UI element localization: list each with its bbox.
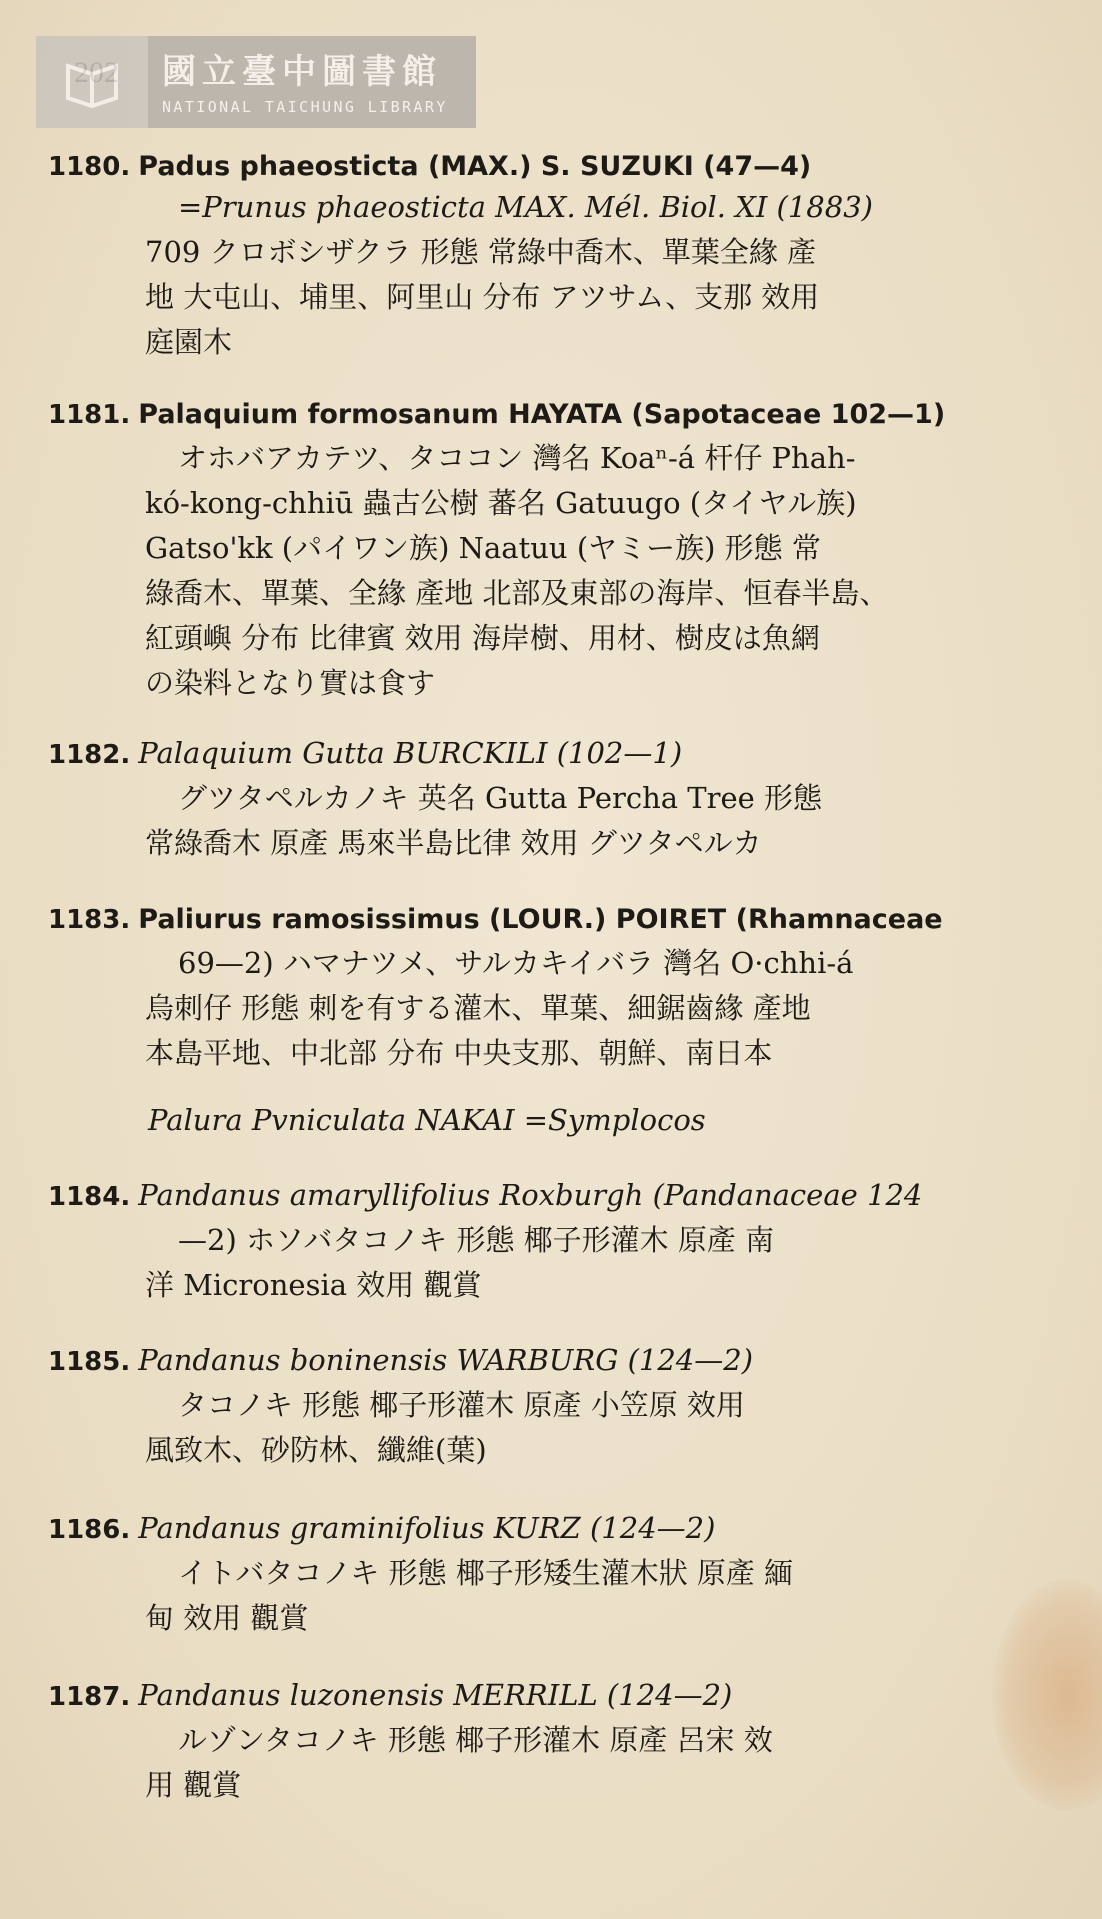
entry-line: 常綠喬木 原產 馬來半島比律 效用 グツタペルカ — [145, 826, 762, 860]
entry-line: =Prunus phaeosticta MAX. Mél. Biol. XI (1883) — [178, 190, 873, 224]
entry-line: 地 大屯山、埔里、阿里山 分布 アツサム、支那 效用 — [145, 280, 820, 314]
entry-line: の染料となり實は食す — [145, 666, 436, 700]
entry-line: 庭園木 — [145, 325, 233, 359]
entry-title: Palura Pvniculata NAKAI =Symplocos — [148, 1103, 706, 1137]
entry-line: —2) ホソバタコノキ 形態 椰子形灌木 原產 南 — [178, 1223, 775, 1257]
entry-line: kó-kong-chhiū 蟲古公樹 蕃名 Gatuugo (タイヤル族) — [145, 486, 857, 520]
entry-title: Pandanus amaryllifolius Roxburgh (Pandanaceae 124 — [138, 1178, 923, 1212]
entry-number: 1185. — [48, 1347, 131, 1377]
entry-title: Pandanus graminifolius KURZ (124—2) — [138, 1511, 716, 1545]
entry-line: 洋 Micronesia 效用 觀賞 — [145, 1268, 482, 1302]
entry-number: 1180. — [48, 152, 131, 182]
entry-number: 1187. — [48, 1682, 131, 1712]
entry-line: グツタペルカノキ 英名 Gutta Percha Tree 形態 — [178, 781, 823, 815]
entry-number: 1182. — [48, 740, 131, 770]
entry-line: 烏刺仔 形態 刺を有する灌木、單葉、細鋸齒緣 產地 — [145, 991, 811, 1025]
entry-line: イトバタコノキ 形態 椰子形矮生灌木狀 原產 緬 — [178, 1556, 794, 1590]
entry-line: 709 クロボシザクラ 形態 常綠中喬木、單葉全緣 產 — [145, 235, 817, 269]
entry-number: 1184. — [48, 1182, 131, 1212]
entry-line: 69—2) ハマナツメ、サルカキイバラ 灣名 O·chhi-á — [178, 946, 854, 980]
entry-line: Gatso'kk (パイワン族) Naatuu (ヤミー族) 形態 常 — [145, 531, 821, 565]
entry-line: オホバアカテツ、タココン 灣名 Koaⁿ-á 杆仔 Phah- — [178, 441, 856, 475]
entry-line: タコノキ 形態 椰子形灌木 原產 小笠原 效用 — [178, 1388, 745, 1422]
entry-line: ルゾンタコノキ 形態 椰子形灌木 原產 呂宋 效 — [178, 1723, 773, 1757]
watermark-english: NATIONAL TAICHUNG LIBRARY — [162, 98, 448, 116]
entry-line: 用 觀賞 — [145, 1768, 242, 1802]
watermark-chinese: 國立臺中圖書館 — [162, 52, 442, 92]
entry-title: Pandanus luzonensis MERRILL (124—2) — [138, 1678, 733, 1712]
entry-number: 1186. — [48, 1515, 131, 1545]
entry-title: Pandanus boninensis WARBURG (124—2) — [138, 1343, 754, 1377]
entry-title: Palaquium Gutta BURCKILI (102—1) — [138, 736, 683, 770]
entry-title: Paliurus ramosissimus (LOUR.) POIRET (Rhamnaceae — [138, 904, 943, 935]
entry-line: 甸 效用 觀賞 — [145, 1601, 309, 1635]
entry-number: 1181. — [48, 400, 131, 430]
entry-title: Palaquium formosanum HAYATA (Sapotaceae 102—1) — [138, 399, 946, 430]
entry-line: 本島平地、中北部 分布 中央支那、朝鮮、南日本 — [145, 1036, 773, 1070]
entry-line: 綠喬木、單葉、全緣 產地 北部及東部の海岸、恒春半島、 — [145, 576, 889, 610]
entry-line: 風致木、砂防林、纖維(葉) — [145, 1433, 487, 1467]
entry-number: 1183. — [48, 905, 131, 935]
entry-title: Padus phaeosticta (MAX.) S. SUZUKI (47—4) — [138, 151, 812, 182]
entry-line: 紅頭嶼 分布 比律賓 效用 海岸樹、用材、樹皮は魚網 — [145, 621, 820, 655]
